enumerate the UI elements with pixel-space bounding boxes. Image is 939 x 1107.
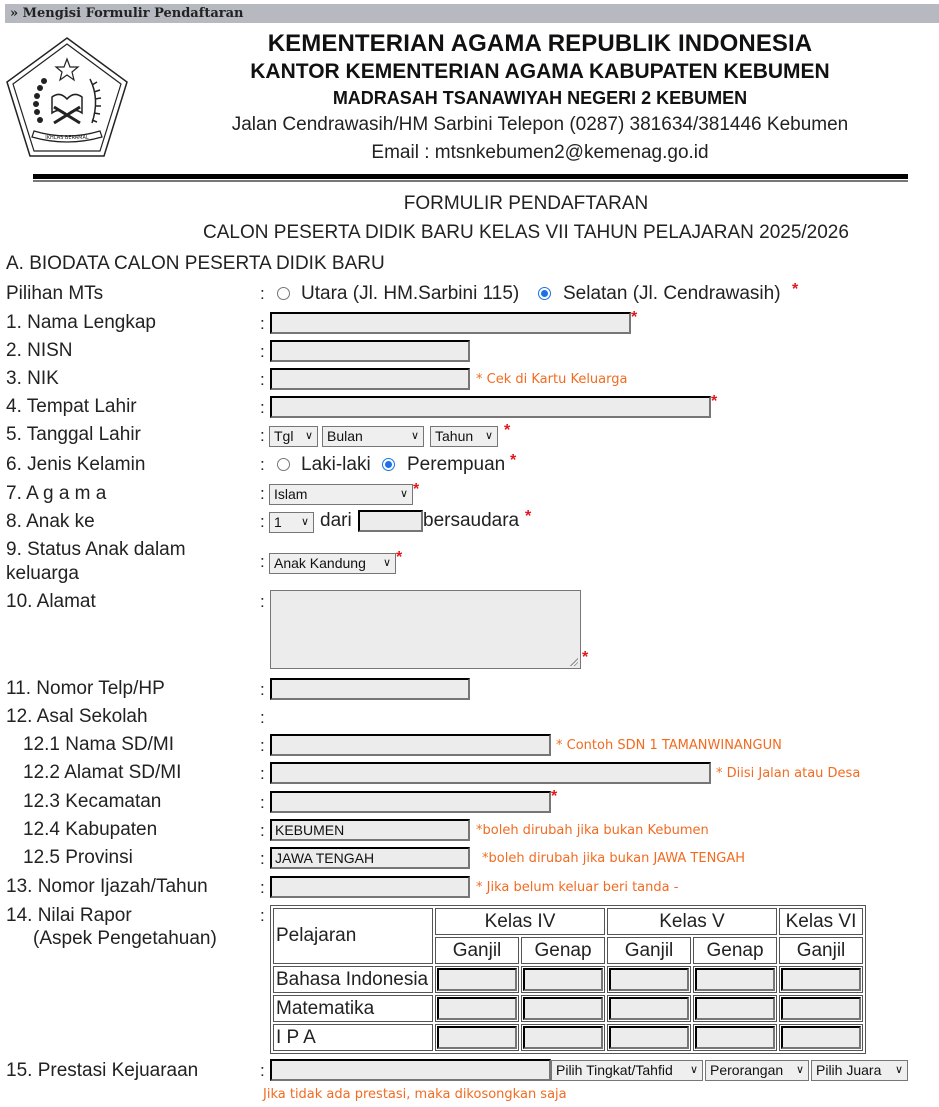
- nik-note: * Cek di Kartu Keluarga: [476, 372, 628, 387]
- colon: :: [260, 764, 265, 783]
- chevron-down-icon: ∨: [410, 430, 419, 442]
- tahun-select[interactable]: [430, 426, 498, 447]
- nilai-input[interactable]: [695, 968, 775, 991]
- colon: :: [260, 736, 265, 755]
- colon: :: [260, 426, 265, 445]
- radio-perempuan-label[interactable]: Perempuan: [407, 454, 506, 475]
- anak-ke-value: 1: [274, 514, 282, 530]
- label-nama: 1. Nama Lengkap: [6, 312, 156, 333]
- radio-perempuan[interactable]: [382, 458, 395, 471]
- telp-input[interactable]: [270, 678, 470, 700]
- label-alamat: 10. Alamat: [6, 591, 96, 612]
- colon: :: [260, 821, 265, 840]
- form-title: FORMULIR PENDAFTARAN: [403, 193, 649, 214]
- header-semester: Genap: [693, 937, 777, 964]
- header-semester: Ganjil: [779, 937, 863, 964]
- colon: :: [260, 592, 265, 611]
- required-mark: *: [711, 393, 718, 410]
- colon: :: [260, 1061, 265, 1080]
- label-anak-ke: 8. Anak ke: [6, 511, 95, 532]
- radio-laki-laki[interactable]: [277, 458, 290, 471]
- radio-selatan-label[interactable]: Selatan (Jl. Cendrawasih): [563, 283, 781, 304]
- colon: :: [260, 878, 265, 897]
- colon: :: [260, 370, 265, 389]
- tahun-value: Tahun: [435, 428, 474, 444]
- nilai-input[interactable]: [523, 997, 603, 1020]
- chevron-down-icon: ∨: [795, 1064, 804, 1076]
- header-divider-thin: [33, 180, 908, 182]
- required-mark: *: [582, 649, 589, 666]
- header-kelas-iv: Kelas IV: [435, 908, 605, 935]
- label-agama: 7. A g a m a: [6, 483, 107, 504]
- provinsi-note: *boleh dirubah jika bukan JAWA TENGAH: [482, 851, 746, 866]
- agama-select[interactable]: [269, 484, 413, 505]
- chevron-down-icon: ∨: [689, 1064, 698, 1076]
- table-row: [273, 995, 863, 1022]
- label-nama-sd: 12.1 Nama SD/MI: [23, 734, 174, 755]
- required-mark: *: [525, 508, 532, 525]
- nilai-input[interactable]: [523, 1026, 603, 1049]
- dari-label: dari: [320, 510, 352, 531]
- bersaudara-label: bersaudara: [423, 510, 520, 531]
- tgl-select[interactable]: [269, 426, 318, 447]
- nama-sd-note: * Contoh SDN 1 TAMANWINANGUN: [556, 738, 782, 753]
- jumlah-saudara-input[interactable]: [358, 510, 423, 532]
- kecamatan-input[interactable]: [270, 791, 551, 813]
- header-semester: Ganjil: [607, 937, 691, 964]
- nilai-input[interactable]: [609, 997, 689, 1020]
- label-status-anak: 9. Status Anak dalam: [6, 539, 186, 560]
- colon: :: [260, 484, 265, 503]
- header-email: Email : mtsnkebumen2@kemenag.go.id: [371, 142, 709, 163]
- required-mark: *: [792, 281, 799, 298]
- provinsi-input[interactable]: [270, 847, 470, 869]
- nik-input[interactable]: [270, 368, 470, 390]
- chevron-down-icon: ∨: [304, 430, 313, 442]
- svg-text:IKHLAS BERAMAL: IKHLAS BERAMAL: [45, 135, 89, 141]
- nilai-input[interactable]: [523, 968, 603, 991]
- resize-grip-icon[interactable]: [569, 657, 578, 666]
- radio-utara[interactable]: [277, 287, 290, 300]
- nisn-input[interactable]: [270, 340, 470, 362]
- label-kecamatan: 12.3 Kecamatan: [23, 791, 162, 812]
- chevron-down-icon: ∨: [300, 516, 309, 528]
- ijazah-note: * Jika belum keluar beri tanda -: [476, 880, 679, 895]
- subject-name: Matematika: [273, 995, 433, 1022]
- header-kelas-v: Kelas V: [607, 908, 777, 935]
- label-tempat-lahir: 4. Tempat Lahir: [6, 396, 137, 417]
- anak-ke-select[interactable]: [269, 512, 314, 533]
- ijazah-input[interactable]: [270, 876, 470, 898]
- required-mark: *: [504, 422, 511, 439]
- kemenag-logo: [4, 35, 130, 161]
- nilai-input[interactable]: [781, 997, 861, 1020]
- label-nik: 3. NIK: [6, 368, 59, 389]
- prestasi-note: Jika tidak ada prestasi, maka dikosongkan saja: [263, 1087, 567, 1102]
- label-prestasi: 15. Prestasi Kejuaraan: [6, 1060, 199, 1081]
- colon: :: [260, 512, 265, 531]
- radio-laki-laki-label[interactable]: Laki-laki: [301, 454, 371, 475]
- label-provinsi: 12.5 Provinsi: [23, 847, 133, 868]
- label-pilihan-mts: Pilihan MTs: [6, 283, 104, 304]
- nilai-input[interactable]: [695, 997, 775, 1020]
- section-heading: A. BIODATA CALON PESERTA DIDIK BARU: [6, 253, 385, 274]
- colon: :: [260, 284, 265, 303]
- required-mark: *: [631, 309, 638, 326]
- breadcrumb: » Mengisi Formulir Pendaftaran: [5, 4, 939, 23]
- juara-select[interactable]: [811, 1060, 908, 1081]
- tingkat-select[interactable]: [551, 1060, 703, 1081]
- colon: :: [260, 455, 265, 474]
- colon: :: [260, 793, 265, 812]
- status-anak-select[interactable]: [269, 553, 396, 574]
- header-ministry: KEMENTERIAN AGAMA REPUBLIK INDONESIA: [267, 30, 813, 57]
- radio-selatan[interactable]: [538, 287, 551, 300]
- nilai-input[interactable]: [437, 1026, 517, 1049]
- label-nisn: 2. NISN: [6, 340, 73, 361]
- label-telp: 11. Nomor Telp/HP: [6, 678, 165, 699]
- header-semester: Ganjil: [435, 937, 519, 964]
- colon: :: [260, 342, 265, 361]
- colon: :: [260, 314, 265, 333]
- colon: :: [260, 849, 265, 868]
- tingkat-value: Pilih Tingkat/Tahfid: [556, 1062, 673, 1078]
- table-row: [273, 966, 863, 993]
- header-semester: Genap: [521, 937, 605, 964]
- header-address: Jalan Cendrawasih/HM Sarbini Telepon (0287) 381634/381446 Kebumen: [231, 114, 849, 135]
- required-mark: *: [510, 452, 517, 469]
- label-ijazah: 13. Nomor Ijazah/Tahun: [6, 876, 208, 897]
- header-office: KANTOR KEMENTERIAN AGAMA KABUPATEN KEBUMEN: [250, 60, 830, 83]
- nilai-input[interactable]: [437, 997, 517, 1020]
- required-mark: *: [396, 549, 403, 566]
- subject-name: Bahasa Indonesia: [273, 966, 433, 993]
- label-rapor-2: (Aspek Pengetahuan): [33, 928, 217, 949]
- colon: :: [260, 680, 265, 699]
- nilai-input[interactable]: [781, 968, 861, 991]
- colon: :: [260, 708, 265, 727]
- status-anak-value: Anak Kandung: [274, 555, 366, 571]
- nilai-input[interactable]: [695, 1026, 775, 1049]
- label-tanggal-lahir: 5. Tanggal Lahir: [6, 424, 141, 445]
- required-mark: *: [413, 481, 420, 498]
- juara-value: Pilih Juara: [816, 1062, 882, 1078]
- alamat-sd-note: * Diisi Jalan atau Desa: [716, 766, 861, 781]
- radio-utara-label[interactable]: Utara (Jl. HM.Sarbini 115): [301, 283, 520, 304]
- header-school: MADRASAH TSANAWIYAH NEGERI 2 KEBUMEN: [332, 88, 748, 108]
- header-divider: [33, 174, 908, 179]
- chevron-down-icon: ∨: [399, 488, 408, 500]
- alamat-textarea[interactable]: [270, 590, 581, 669]
- rapor-table: [270, 905, 866, 1054]
- jenis-prestasi-value: Perorangan: [710, 1062, 784, 1078]
- nama-sd-input[interactable]: [270, 734, 551, 756]
- form-subtitle: CALON PESERTA DIDIK BARU KELAS VII TAHUN PELAJARAN 2025/2026: [203, 222, 849, 243]
- kabupaten-note: *boleh dirubah jika bukan Kebumen: [476, 823, 709, 838]
- tgl-value: Tgl: [274, 428, 294, 444]
- table-row: [273, 1024, 863, 1051]
- required-mark: *: [551, 788, 558, 805]
- nilai-input[interactable]: [609, 1026, 689, 1049]
- alamat-sd-input[interactable]: [270, 762, 711, 784]
- colon: :: [260, 906, 265, 925]
- chevron-down-icon: ∨: [894, 1064, 903, 1076]
- label-alamat-sd: 12.2 Alamat SD/MI: [23, 762, 182, 783]
- label-jenis-kelamin: 6. Jenis Kelamin: [6, 454, 146, 475]
- kabupaten-input[interactable]: [270, 819, 470, 841]
- chevron-down-icon: ∨: [382, 557, 391, 569]
- nama-input[interactable]: [270, 312, 631, 334]
- label-status-anak-2: keluarga: [6, 563, 79, 584]
- colon: :: [260, 552, 265, 571]
- label-rapor: 14. Nilai Rapor: [6, 905, 132, 926]
- bulan-value: Bulan: [327, 428, 363, 444]
- nilai-input[interactable]: [781, 1026, 861, 1049]
- nilai-input[interactable]: [437, 968, 517, 991]
- subject-name: I P A: [273, 1024, 433, 1051]
- header-pelajaran: Pelajaran: [273, 908, 433, 964]
- colon: :: [260, 398, 265, 417]
- tempat-lahir-input[interactable]: [270, 396, 711, 418]
- header-kelas-vi: Kelas VI: [779, 908, 863, 935]
- prestasi-input[interactable]: [270, 1059, 551, 1081]
- bulan-select[interactable]: [322, 426, 424, 447]
- label-asal-sekolah: 12. Asal Sekolah: [6, 706, 148, 727]
- label-kabupaten: 12.4 Kabupaten: [23, 819, 158, 840]
- jenis-prestasi-select[interactable]: [705, 1060, 809, 1081]
- nilai-input[interactable]: [609, 968, 689, 991]
- agama-value: Islam: [274, 486, 308, 502]
- chevron-down-icon: ∨: [484, 430, 493, 442]
